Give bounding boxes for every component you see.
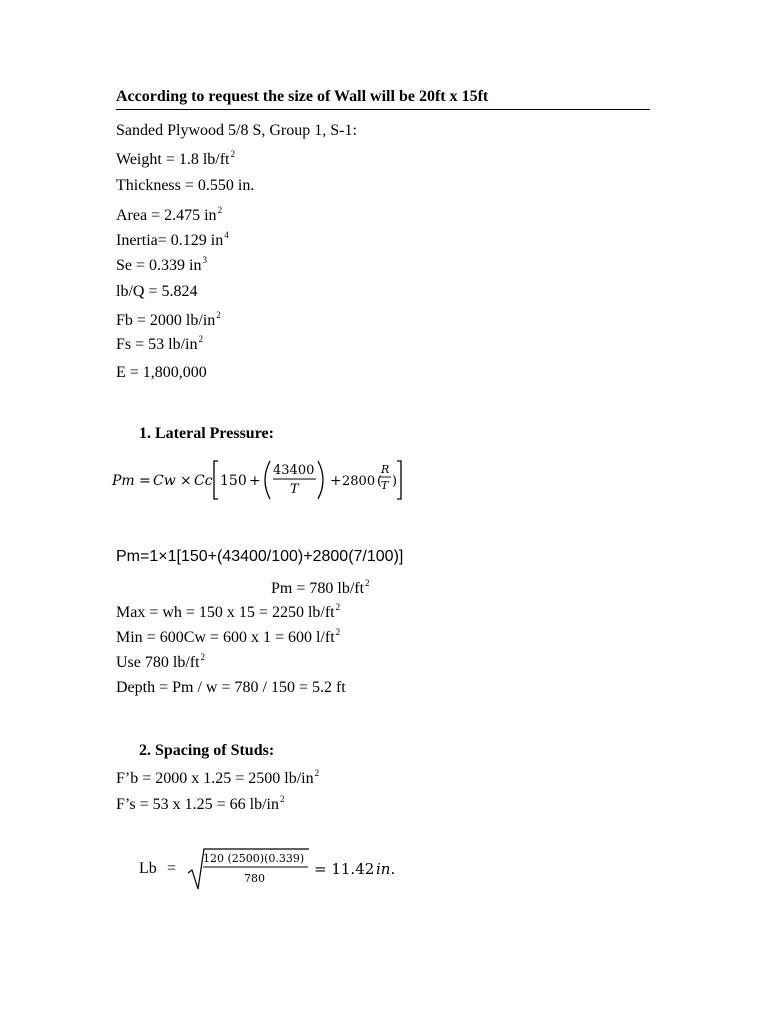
heading-underline [116, 109, 650, 110]
formula-den: T [290, 482, 299, 497]
depth-line: Depth = Pm / w = 780 / 150 = 5.2 ft [116, 679, 346, 696]
use-exponent: 2 [200, 652, 206, 662]
max-line [116, 603, 340, 624]
formula-cc: Cc [194, 473, 213, 489]
fb-text: Fb = 2000 lb/in [116, 312, 216, 329]
formula-t: T [381, 479, 389, 492]
fps-exponent: 2 [279, 794, 285, 804]
fb-exponent: 2 [216, 310, 221, 320]
thickness-line: Thickness = 0.550 in. [116, 177, 255, 194]
formula-pm: Pm [112, 473, 135, 489]
area-line [116, 206, 222, 227]
left-paren [265, 461, 270, 499]
lb-label: Lb [139, 860, 157, 877]
use-line [116, 653, 205, 674]
right-paren [318, 461, 323, 499]
formula-times: × [180, 473, 192, 489]
inertia-exponent: 4 [224, 230, 229, 240]
page-heading: According to request the size of Wall will be 20ft x 15ft [116, 88, 489, 105]
substitution-line: Pm=1×1[150+(43400/100)+2800(7/100)] [116, 548, 404, 565]
formula-paren-open: ( [377, 474, 383, 489]
area-exponent: 2 [217, 205, 223, 215]
lateral-pressure-formula [110, 455, 410, 507]
weight-exponent: 2 [230, 149, 235, 159]
fpb-exponent: 2 [314, 768, 320, 778]
max-text: Max = wh = 150 x 15 = 2250 lb/ft [116, 604, 335, 621]
fpb-text: F’b = 2000 x 1.25 = 2500 lb/in [116, 770, 314, 787]
pm-result-line [271, 579, 370, 600]
inertia-text: Inertia= 0.129 in [116, 232, 224, 249]
stud-spacing-formula [185, 845, 415, 893]
formula-num: 43400 [273, 463, 315, 478]
min-line [116, 628, 340, 649]
fps-line [116, 795, 284, 816]
lb-result: = 11.42 [314, 860, 375, 878]
fb-line [116, 311, 221, 332]
fs-line [116, 335, 203, 356]
formula-2800: 2800 [342, 474, 376, 489]
sqrt-denominator: 780 [244, 872, 265, 885]
pm-exponent: 2 [365, 578, 370, 588]
formula-plus2: + [330, 473, 342, 489]
weight-line [116, 150, 235, 171]
area-text: Area = 2.475 in [116, 207, 217, 224]
formula-150: 150 [220, 473, 247, 489]
formula-r: R [381, 463, 390, 476]
lb-unit: in. [376, 860, 396, 878]
e-line: E = 1,800,000 [116, 364, 207, 381]
lb-equals: = [167, 860, 177, 877]
lbq-line: lb/Q = 5.824 [116, 283, 198, 300]
formula-paren-close: ) [392, 474, 398, 489]
section2-title: 2. Spacing of Studs: [139, 742, 275, 759]
pm-result-text: Pm = 780 lb/ft [271, 580, 365, 597]
se-text: Se = 0.339 in [116, 257, 202, 274]
max-exponent: 2 [335, 602, 341, 612]
se-exponent: 3 [202, 255, 207, 265]
weight-text: Weight = 1.8 lb/ft [116, 151, 230, 168]
fpb-line [116, 769, 319, 790]
material-line: Sanded Plywood 5/8 S, Group 1, S-1: [116, 122, 357, 139]
sqrt-numerator: 120 (2500)(0.339) [203, 852, 305, 865]
use-text: Use 780 lb/ft [116, 654, 200, 671]
fs-exponent: 2 [198, 334, 203, 344]
section1-title: 1. Lateral Pressure: [139, 425, 274, 442]
formula-plus1: + [249, 473, 261, 489]
se-line [116, 256, 207, 277]
left-bracket [214, 461, 218, 499]
inertia-line [116, 231, 229, 252]
formula-eq: = [139, 473, 151, 489]
fps-text: F’s = 53 x 1.25 = 66 lb/in [116, 796, 279, 813]
formula-cw: Cw [153, 473, 176, 489]
fs-text: Fs = 53 lb/in [116, 336, 198, 353]
right-bracket [397, 461, 401, 499]
min-exponent: 2 [335, 627, 341, 637]
min-text: Min = 600Cw = 600 x 1 = 600 l/ft [116, 629, 335, 646]
